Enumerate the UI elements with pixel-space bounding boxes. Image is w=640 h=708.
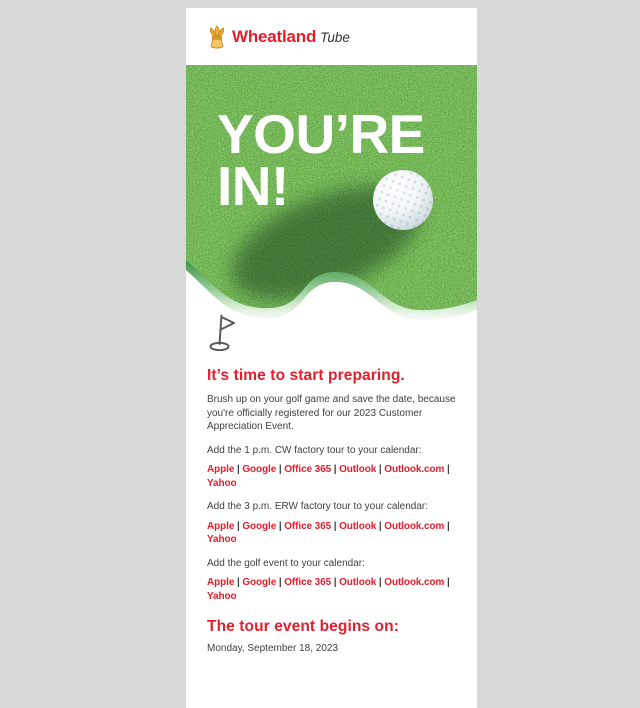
link-separator: | <box>376 577 385 588</box>
email-container <box>186 8 477 708</box>
calendar-link-apple[interactable]: Apple <box>207 520 235 532</box>
calendar-link-office-365[interactable]: Office 365 <box>284 520 332 532</box>
email-header <box>186 8 477 65</box>
calendar-links <box>207 520 456 547</box>
calendar-link-yahoo[interactable]: Yahoo <box>207 590 237 602</box>
brand-name: Wheatland <box>232 26 317 46</box>
link-separator: | <box>376 464 385 475</box>
calendar-label: Add the 1 p.m. CW factory tour to your calendar: <box>207 444 422 456</box>
link-separator: | <box>376 520 385 532</box>
wheatland-tube-logo[interactable] <box>207 25 350 49</box>
hero-image <box>186 65 477 325</box>
link-separator: | <box>444 577 450 588</box>
calendar-link-outlook[interactable]: Outlook <box>339 464 377 475</box>
link-separator: | <box>276 464 285 475</box>
link-separator: | <box>234 520 243 532</box>
calendar-link-google[interactable]: Google <box>242 520 277 532</box>
calendar-link-yahoo[interactable]: Yahoo <box>207 534 237 545</box>
golf-flag-icon <box>208 312 240 354</box>
hero-headline-line1: YOU’RE <box>217 103 425 165</box>
link-separator: | <box>276 577 285 588</box>
link-separator: | <box>331 577 340 588</box>
calendar-link-apple[interactable]: Apple <box>207 464 235 475</box>
calendar-link-outlook-com[interactable]: Outlook.com <box>384 520 445 532</box>
link-separator: | <box>331 520 340 532</box>
calendar-link-yahoo[interactable]: Yahoo <box>207 477 237 489</box>
link-separator: | <box>276 520 285 532</box>
intro-paragraph: Brush up on your golf game and save the date, because you're officially registered for our 2023 Customer Appreciation Event. <box>207 394 456 432</box>
calendar-section <box>207 557 456 604</box>
calendar-label: Add the 3 p.m. ERW factory tour to your calendar: <box>207 501 429 512</box>
hero-headline <box>217 103 425 217</box>
calendar-link-outlook-com[interactable]: Outlook.com <box>384 577 445 588</box>
calendar-link-google[interactable]: Google <box>242 577 277 588</box>
link-separator: | <box>331 464 340 475</box>
calendar-section <box>207 444 456 491</box>
email-body <box>186 367 477 686</box>
event-heading: The tour event begins on: <box>207 618 399 635</box>
calendar-sections <box>207 444 456 604</box>
link-separator: | <box>234 464 243 475</box>
calendar-link-google[interactable]: Google <box>242 464 277 475</box>
calendar-link-outlook[interactable]: Outlook <box>339 577 377 588</box>
link-separator: | <box>444 520 450 532</box>
calendar-link-outlook[interactable]: Outlook <box>339 520 377 532</box>
calendar-links <box>207 576 456 603</box>
calendar-link-office-365[interactable]: Office 365 <box>284 464 332 475</box>
wheat-sheaf-icon <box>207 25 227 49</box>
calendar-link-office-365[interactable]: Office 365 <box>284 577 332 588</box>
calendar-label: Add the golf event to your calendar: <box>207 557 365 569</box>
link-separator: | <box>234 577 243 588</box>
event-date: Monday, September 18, 2023 <box>207 643 339 654</box>
calendar-link-outlook-com[interactable]: Outlook.com <box>384 464 445 475</box>
hero-headline-line2: IN! <box>217 155 289 217</box>
calendar-link-apple[interactable]: Apple <box>207 577 235 588</box>
calendar-section <box>207 500 456 547</box>
calendar-links <box>207 463 456 490</box>
brand-suffix: Tube <box>320 30 350 45</box>
link-separator: | <box>444 464 450 475</box>
intro-heading: It’s time to start preparing. <box>207 367 405 384</box>
